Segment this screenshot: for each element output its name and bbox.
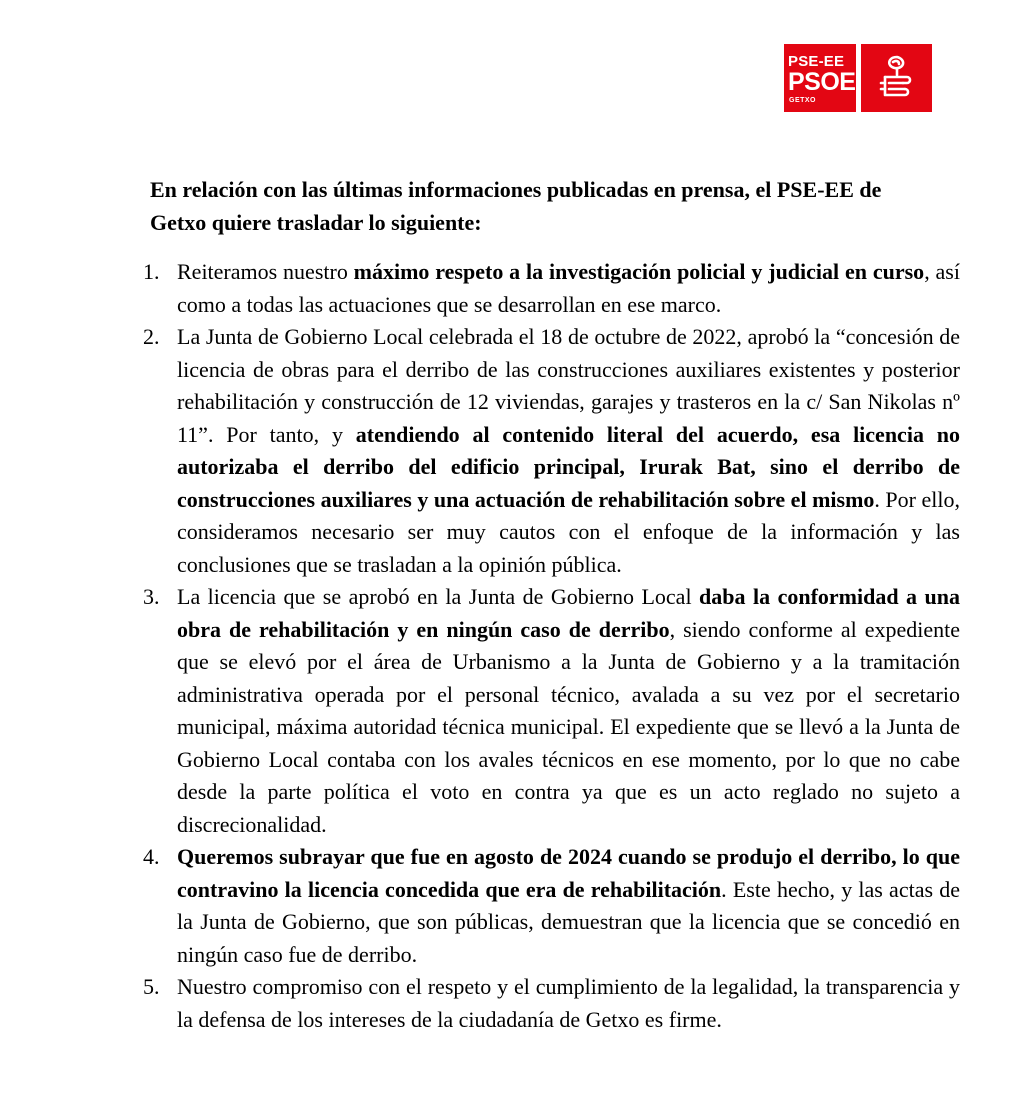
intro-paragraph: En relación con las últimas informaciones publicadas en prensa, el PSE-EE de Getxo quiere trasladar lo siguiente: bbox=[150, 177, 882, 235]
logo-wordmark bbox=[784, 44, 856, 112]
item-number: 4. bbox=[143, 844, 160, 869]
item-text bbox=[177, 974, 960, 1032]
item-text bbox=[177, 259, 960, 317]
list-item bbox=[143, 321, 960, 581]
list-item bbox=[143, 581, 960, 841]
text-run: Nuestro compromiso con el respeto y el cumplimiento de la legalidad, la transparencia y la defensa de los intereses de la ciudadanía de Getxo es firme. bbox=[177, 974, 960, 1032]
bold-run: atendiendo al contenido literal del acuerdo, esa licencia no autorizaba el derribo del edificio principal, Irurak Bat, sino el derribo de construcciones auxiliares y una actuación de rehabilitación sobre el mismo bbox=[177, 421, 960, 512]
logo-line-3: GETXO bbox=[789, 97, 817, 104]
text-run: La Junta de Gobierno Local celebrada el 18 de octubre de 2022, aprobó la “concesión de licencia de obras para el derribo de las construcciones auxiliares existentes y posterior rehabilitación y construcción de 12 viviendas, garajes y trasteros en la c/ San Nikolas nº 11”. Por tanto, y bbox=[177, 324, 960, 447]
rose-fist-svg bbox=[875, 53, 919, 103]
statement-list bbox=[143, 256, 960, 1036]
text-run: La licencia que se aprobó en la Junta de Gobierno Local bbox=[177, 584, 700, 609]
item-number: 1. bbox=[143, 259, 160, 284]
list-item bbox=[143, 256, 960, 321]
item-text bbox=[177, 324, 960, 577]
item-text bbox=[177, 584, 960, 837]
text-run: Reiteramos nuestro bbox=[177, 259, 354, 284]
item-number: 2. bbox=[143, 324, 160, 349]
item-text bbox=[177, 844, 960, 967]
text-run: . Por ello, consideramos necesario ser muy cautos con el enfoque de la información y las conclusiones que se trasladan a la opinión pública. bbox=[177, 486, 960, 577]
logo-line-1: PSE-EE bbox=[788, 53, 845, 70]
bold-run: máximo respeto a la investigación policial y judicial en curso bbox=[353, 259, 925, 284]
bold-run: Queremos subrayar que fue en agosto de 2024 cuando se produjo el derribo, lo que contravino la licencia concedida que era de rehabilitación bbox=[177, 844, 960, 902]
list-item bbox=[143, 841, 960, 971]
text-run: . Este hecho, y las actas de la Junta de Gobierno, que son públicas, demuestran que la licencia que se concedió en ningún caso fue de derribo. bbox=[177, 876, 961, 967]
item-number: 5. bbox=[143, 974, 160, 999]
bold-run: daba la conformidad a una obra de rehabilitación y en ningún caso de derribo bbox=[177, 584, 961, 642]
psoe-logo bbox=[784, 44, 932, 112]
item-number: 3. bbox=[143, 584, 160, 609]
text-run: , siendo conforme al expediente que se elevó por el área de Urbanismo a la Junta de Gobierno y a la tramitación administrativa operada por el personal técnico, avalada a su vez por el secretario municipal, máxima autoridad técnica municipal. El expediente que se llevó a la Junta de Gobierno Local contaba con los avales técnicos en ese momento, por lo que no cabe desde la parte política el voto en contra ya que es un acto reglado no sujeto a discrecionalidad. bbox=[177, 616, 960, 837]
rose-fist-icon bbox=[861, 44, 932, 112]
text-run: , así como a todas las actuaciones que se desarrollan en ese marco. bbox=[177, 259, 960, 317]
logo-line-2: PSOE bbox=[788, 68, 856, 96]
list-item bbox=[143, 971, 960, 1036]
